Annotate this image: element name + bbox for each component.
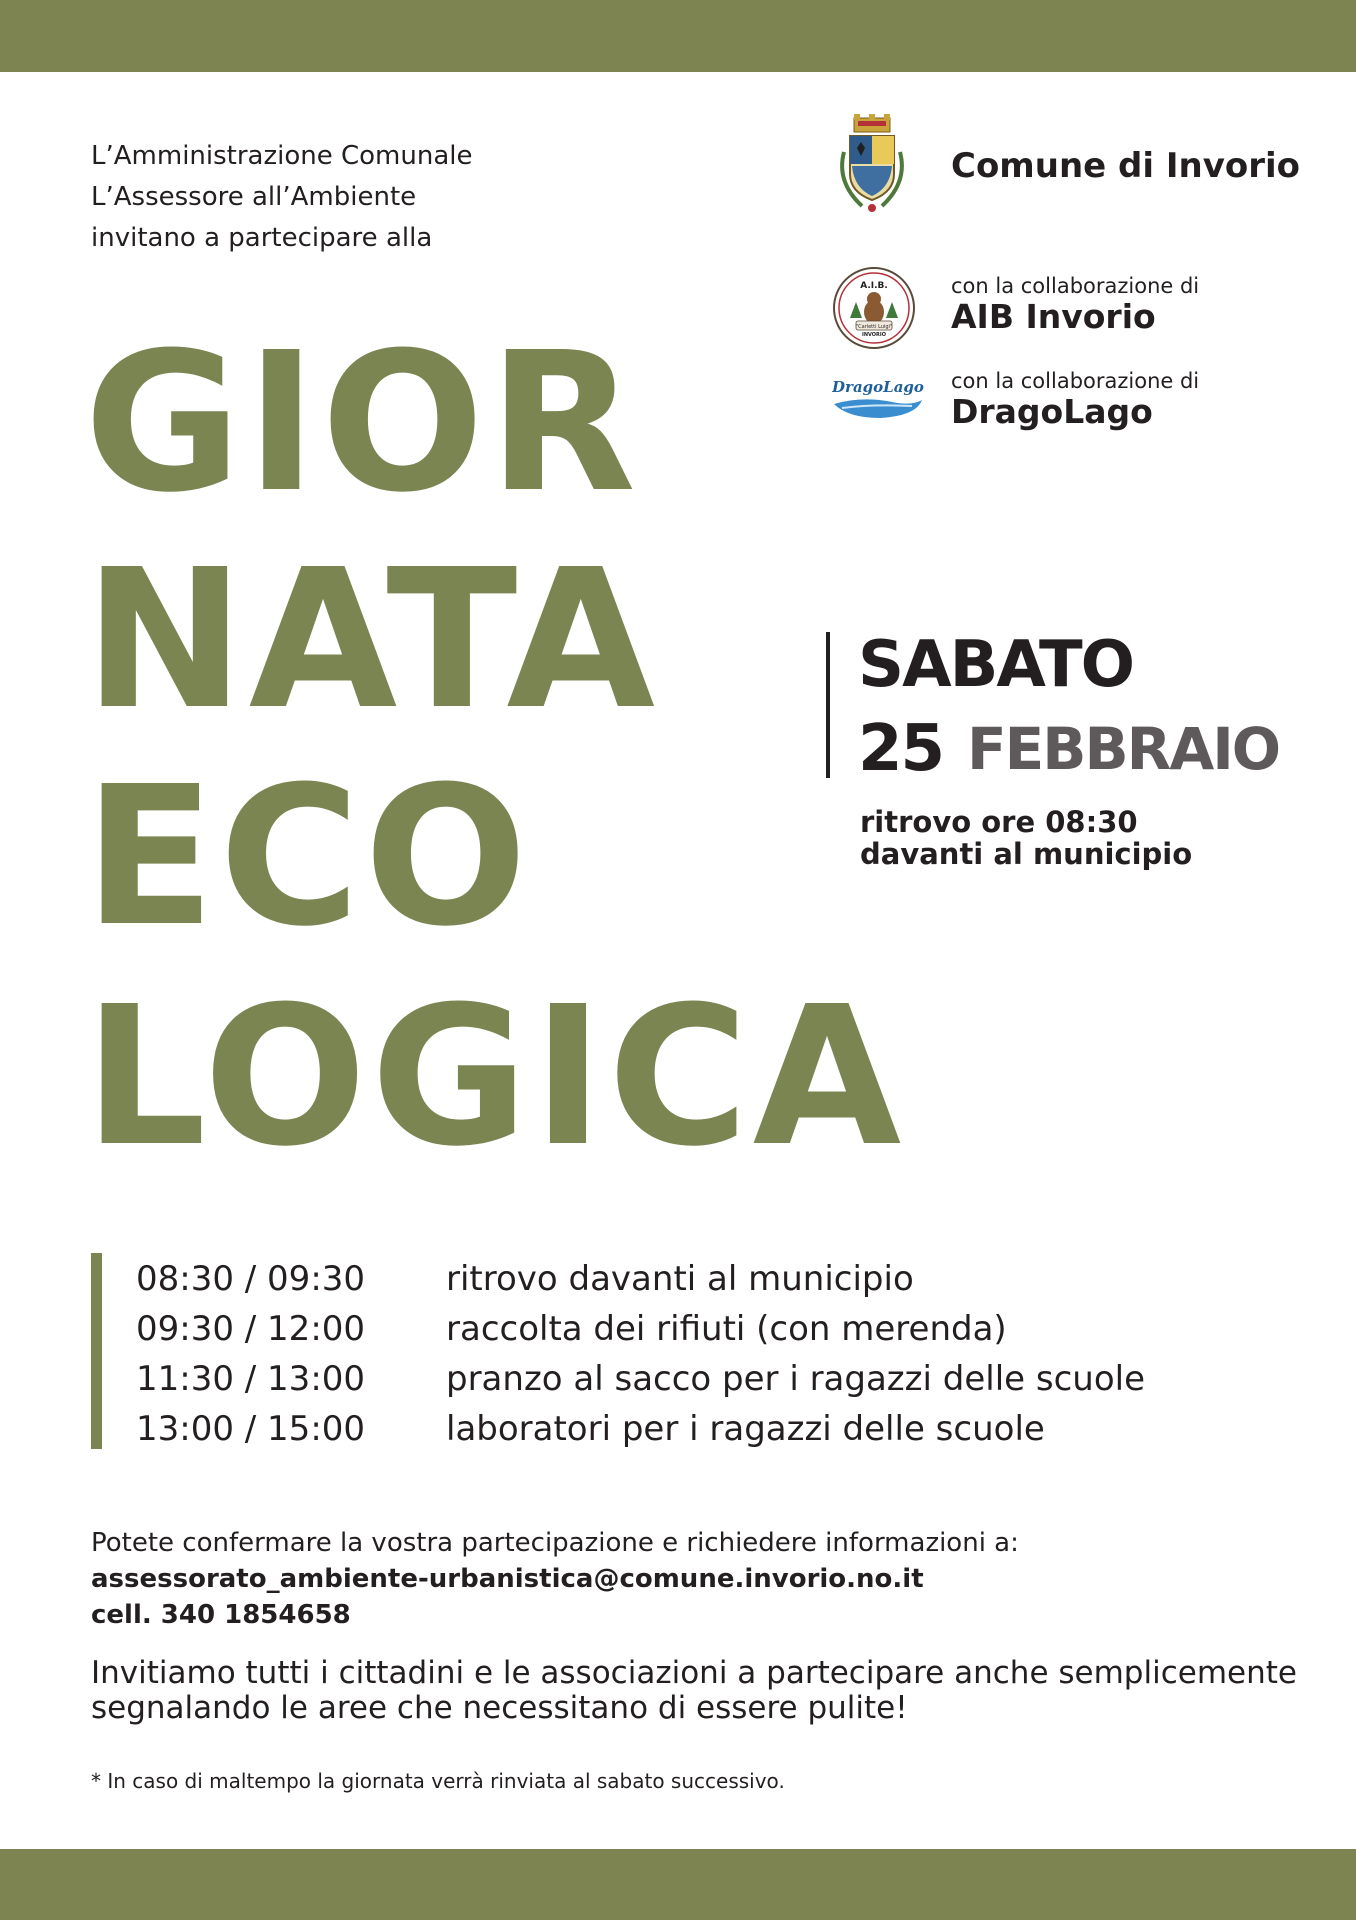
invite-line: Invitiamo tutti i cittadini e le associazioni a partecipare anche semplicemente — [91, 1655, 1297, 1691]
intro-line: L’Amministrazione Comunale — [91, 141, 473, 171]
headline-line: LOGICA — [84, 966, 906, 1189]
partner-name: AIB Invorio — [951, 297, 1156, 336]
schedule-time: 13:00 / 15:00 — [136, 1409, 366, 1449]
invite-text — [91, 1656, 1297, 1726]
aib-logo-text: A.I.B. — [860, 281, 888, 291]
top-band — [0, 0, 1356, 72]
schedule-time: 09:30 / 12:00 — [136, 1309, 366, 1349]
date-divider — [826, 632, 830, 778]
partner-intro: con la collaborazione di — [951, 274, 1200, 298]
headline-line: NATA — [84, 529, 660, 752]
schedule-time: 11:30 / 13:00 — [136, 1359, 366, 1399]
meeting-info — [860, 806, 1192, 870]
weather-note: * In caso di maltempo la giornata verrà rinviata al sabato successivo. — [91, 1769, 785, 1793]
intro-text — [91, 136, 473, 259]
meeting-line: davanti al municipio — [860, 837, 1193, 871]
bottom-band — [0, 1849, 1356, 1920]
partner-intro: con la collaborazione di — [951, 369, 1200, 393]
aib-logo-text: "Carletti Luigi" — [855, 324, 893, 330]
headline-line: ECO — [84, 746, 532, 969]
event-month: FEBBRAIO — [967, 715, 1280, 783]
partner-name: DragoLago — [951, 392, 1153, 431]
schedule-time: 08:30 / 09:30 — [136, 1259, 366, 1299]
contact-block — [91, 1525, 1019, 1633]
schedule-activity: pranzo al sacco per i ragazzi delle scuole — [446, 1359, 1145, 1399]
contact-intro: Potete confermare la vostra partecipazione e richiedere informazioni a: — [91, 1528, 1019, 1558]
contact-phone[interactable]: cell. 340 1854658 — [91, 1600, 351, 1630]
intro-line: L’Assessore all’Ambiente — [91, 182, 417, 212]
schedule-activity: laboratori per i ragazzi delle scuole — [446, 1409, 1045, 1449]
event-day: SABATO — [858, 628, 1134, 702]
headline-line: GIOR — [84, 312, 641, 535]
meeting-line: ritrovo ore 08:30 — [860, 805, 1138, 839]
aib-logo-text: INVORIO — [861, 332, 887, 338]
invite-line: segnalando le aree che necessitano di essere pulite! — [91, 1690, 908, 1726]
contact-email[interactable]: assessorato_ambiente-urbanistica@comune.invorio.no.it — [91, 1564, 924, 1594]
event-date-number: 25 — [858, 712, 944, 786]
schedule-activity: ritrovo davanti al municipio — [446, 1259, 914, 1299]
organizer-name: Comune di Invorio — [951, 146, 1301, 186]
dragolago-logo-text: DragoLago — [832, 378, 924, 396]
intro-line: invitano a partecipare alla — [91, 223, 433, 253]
schedule-activity: raccolta dei rifiuti (con merenda) — [446, 1309, 1007, 1349]
schedule-accent-bar — [91, 1253, 102, 1449]
